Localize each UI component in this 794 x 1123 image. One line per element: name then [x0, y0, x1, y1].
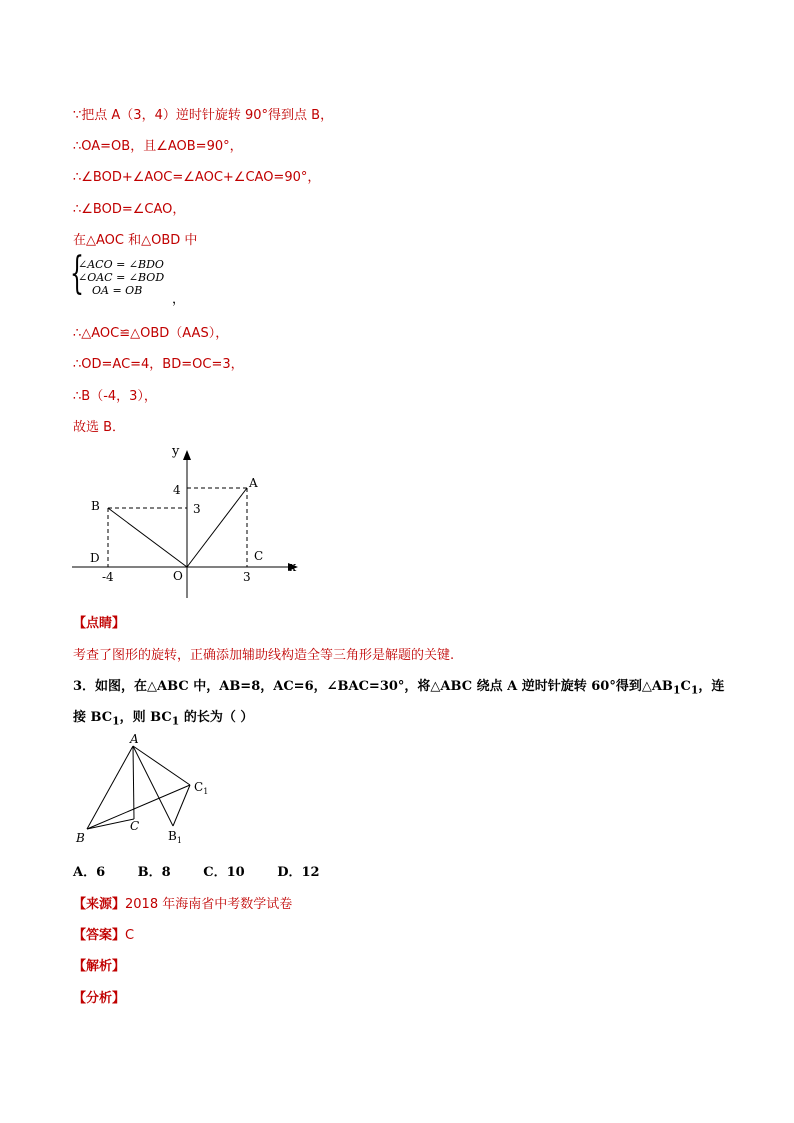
solution-after-1: ∴△AOC≌△OBD（AAS），	[73, 326, 229, 341]
fenxi-tag: 【分析】	[73, 991, 126, 1006]
source-text: 2018 年海南省中考数学试卷	[125, 897, 293, 912]
segment-AB	[87, 746, 133, 829]
coordinate-figure	[60, 438, 310, 608]
label-tri-C1: $C_1$	[194, 780, 209, 796]
q3-line1-end: ，连	[698, 679, 725, 694]
choice-d: D．12	[277, 865, 320, 880]
solution-line-4: ∴∠BOD=∠CAO，	[73, 202, 186, 217]
source-line	[73, 893, 292, 912]
q3-line2-sub: 1	[112, 714, 120, 728]
system-tail: ，	[172, 292, 186, 307]
label-neg-four: -4	[102, 570, 114, 584]
label-tri-B: B	[76, 831, 85, 845]
segment-BC	[87, 819, 134, 829]
segment-OB	[108, 508, 187, 567]
solution-after-4: 故选 B．	[73, 420, 126, 435]
y-axis-arrow-icon	[183, 450, 191, 460]
label-B: B	[91, 499, 100, 513]
source-tag: 【来源】	[73, 897, 126, 912]
answer-tag: 【答案】	[73, 928, 126, 943]
system-eq-3: OA = OB	[92, 284, 143, 297]
question3-line1	[73, 675, 724, 697]
solution-line-2: ∴OA=OB，且∠AOB=90°，	[73, 139, 243, 154]
solution-line-3: ∴∠BOD+∠AOC=∠AOC+∠CAO=90°，	[73, 170, 321, 185]
choices-row	[73, 861, 348, 880]
q3-line2-b: ，则 BC	[119, 710, 172, 725]
segment-AC1	[133, 746, 190, 785]
segment-OA	[187, 488, 247, 567]
solution-line-1: ∵把点 A（3，4）逆时针旋转 90°得到点 B，	[73, 108, 334, 123]
segment-AB1	[133, 746, 173, 826]
label-tri-A: A	[130, 732, 139, 746]
label-O: O	[173, 569, 183, 583]
q3-line2-c: 的长为（ ）	[179, 710, 254, 725]
label-A: A	[249, 476, 258, 490]
answer-text: C	[125, 928, 135, 943]
q3-sub-c1: 1	[690, 683, 699, 697]
solution-after-3: ∴B（-4，3），	[73, 389, 157, 404]
question3-line2	[73, 706, 253, 728]
comment-text: 考查了图形的旋转，正确添加辅助线构造全等三角形是解题的关键.	[73, 648, 455, 663]
segment-AC	[133, 746, 134, 819]
label-D: D	[90, 551, 100, 565]
label-x: x	[289, 560, 297, 575]
comment-tag: 【点睛】	[73, 616, 126, 631]
label-tri-C: C	[130, 819, 140, 833]
q3-sub-b1: 1	[672, 683, 681, 697]
system-eq-1: ∠ACO = ∠BDO	[78, 258, 164, 271]
analysis-tag: 【解析】	[73, 959, 126, 974]
solution-line-5: 在△AOC 和△OBD 中	[73, 233, 198, 248]
label-y: y	[172, 444, 180, 459]
label-three-y: 3	[193, 502, 201, 516]
brace-icon: {	[70, 248, 84, 299]
solution-after-2: ∴OD=AC=4，BD=OC=3，	[73, 357, 244, 372]
label-tri-B1: $B_1$	[168, 829, 182, 845]
label-three-x: 3	[243, 570, 251, 584]
q3-line1-text: 3．如图，在△ABC 中，AB=8，AC=6，∠BAC=30°，将△ABC 绕点 A 逆时针旋转 60°得到△AB	[73, 679, 673, 694]
choice-b: B．8	[137, 865, 171, 880]
label-C: C	[254, 549, 264, 563]
answer-line	[73, 924, 134, 943]
q3-line2-a: 接 BC	[73, 710, 113, 725]
q3-line2-sub2: 1	[171, 714, 180, 728]
triangle-figure	[70, 730, 220, 850]
choice-a: A．6	[73, 865, 106, 880]
label-four: 4	[173, 483, 181, 497]
choice-c: C．10	[203, 865, 245, 880]
q3-line1-mid: C	[680, 679, 691, 694]
system-eq-2: ∠OAC = ∠BOD	[78, 271, 165, 284]
